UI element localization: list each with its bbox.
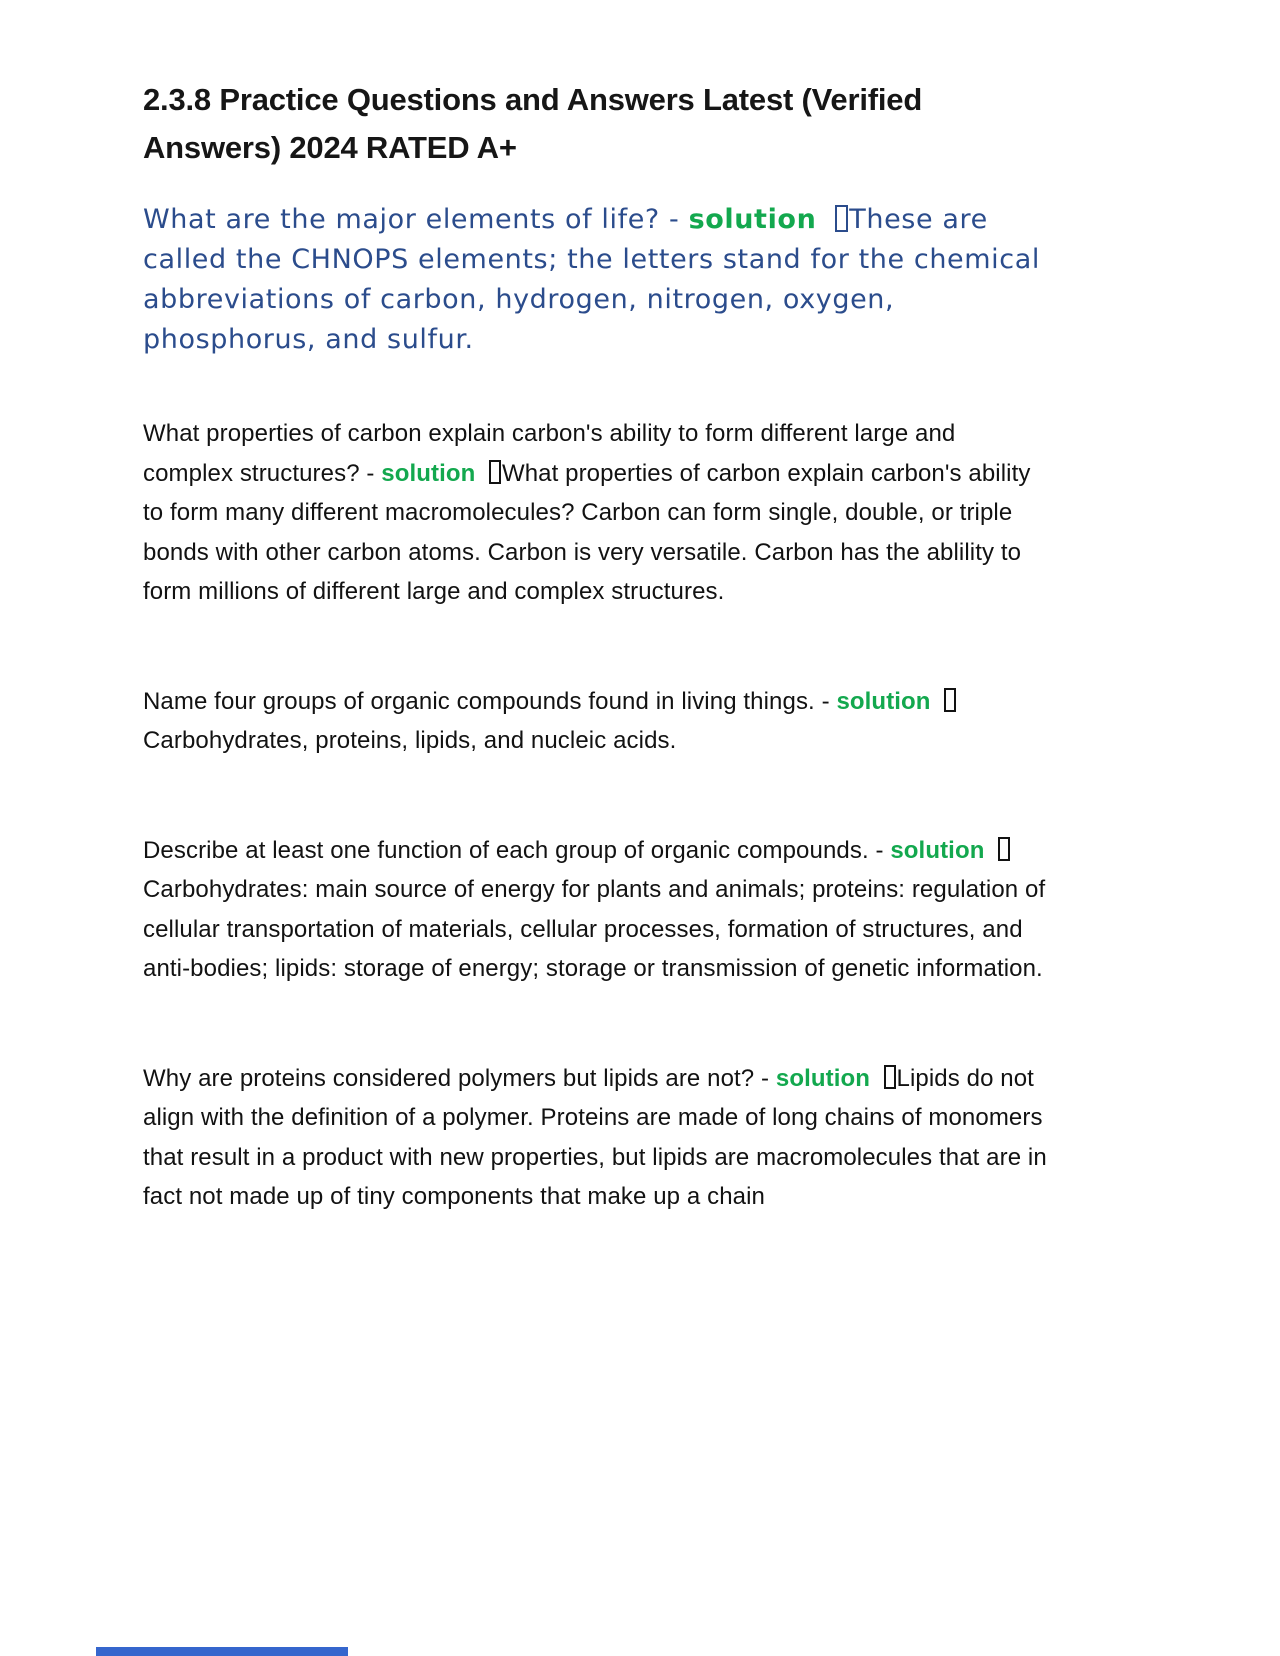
answer-text: What properties of carbon explain carbon's ability to form many different macromolecules? Carbon can form single, double, or triple bonds with other carbon atoms. Carbon is very versatile. Carbon has the ablility to form millions of different large and complex structures. xyxy=(143,459,1038,605)
question-text: Name four groups of organic compounds found in living things. - xyxy=(143,687,837,715)
answer-text: These are called the CHNOPS elements; the letters stand for the chemical abbreviations of carbon, hydrogen, nitrogen, oxygen, phosphorus, and sulfur. xyxy=(143,204,1050,355)
question-text: Why are proteins considered polymers but lipids are not? - xyxy=(143,1064,776,1092)
answer-text: Lipids do not align with the definition of a polymer. Proteins are made of long chains of monomers that result in a product with new properties, but lipids are macromolecules that are in fact not made up of tiny components that make up a chain xyxy=(143,1064,1054,1210)
gap-text xyxy=(984,837,998,864)
gap-text xyxy=(931,688,945,715)
missing-glyph-box-icon xyxy=(884,1065,896,1089)
qa-item-3 xyxy=(143,682,1050,761)
qa-item-5 xyxy=(143,1059,1054,1217)
solution-label: solution xyxy=(775,1064,870,1092)
solution-label: solution xyxy=(688,204,817,235)
missing-glyph-box-icon xyxy=(998,837,1010,861)
question-text: Describe at least one function of each group of organic compounds. - xyxy=(143,836,891,864)
missing-glyph-box-icon xyxy=(489,460,501,484)
missing-glyph-box-icon xyxy=(835,205,849,233)
answer-text: Carbohydrates, proteins, lipids, and nucleic acids. xyxy=(143,727,677,754)
question-text: What properties of carbon explain carbon's ability to form different large and complex structures? - xyxy=(143,420,963,487)
solution-label: solution xyxy=(836,687,931,715)
gap-text xyxy=(475,460,489,487)
gap-text xyxy=(816,204,834,235)
partial-bottom-element[interactable] xyxy=(96,1647,348,1656)
solution-label: solution xyxy=(381,459,476,487)
gap-text xyxy=(870,1065,884,1092)
qa-item-2 xyxy=(143,414,1050,612)
answer-text: Carbohydrates: main source of energy for plants and animals; proteins: regulation of cellular transportation of materials, cellular processes, formation of structures, and anti-bodies; lipids: storage of energy; storage or transmission of genetic information. xyxy=(143,876,1053,982)
missing-glyph-box-icon xyxy=(944,688,956,712)
solution-label: solution xyxy=(890,836,985,864)
qa-item-1 xyxy=(143,200,1050,360)
qa-item-4 xyxy=(143,831,1053,989)
question-text: What are the major elements of life? - xyxy=(143,204,689,235)
document-title: 2.3.8 Practice Questions and Answers Latest (Verified Answers) 2024 RATED A+ xyxy=(143,82,923,165)
qa-list xyxy=(143,200,1054,1217)
